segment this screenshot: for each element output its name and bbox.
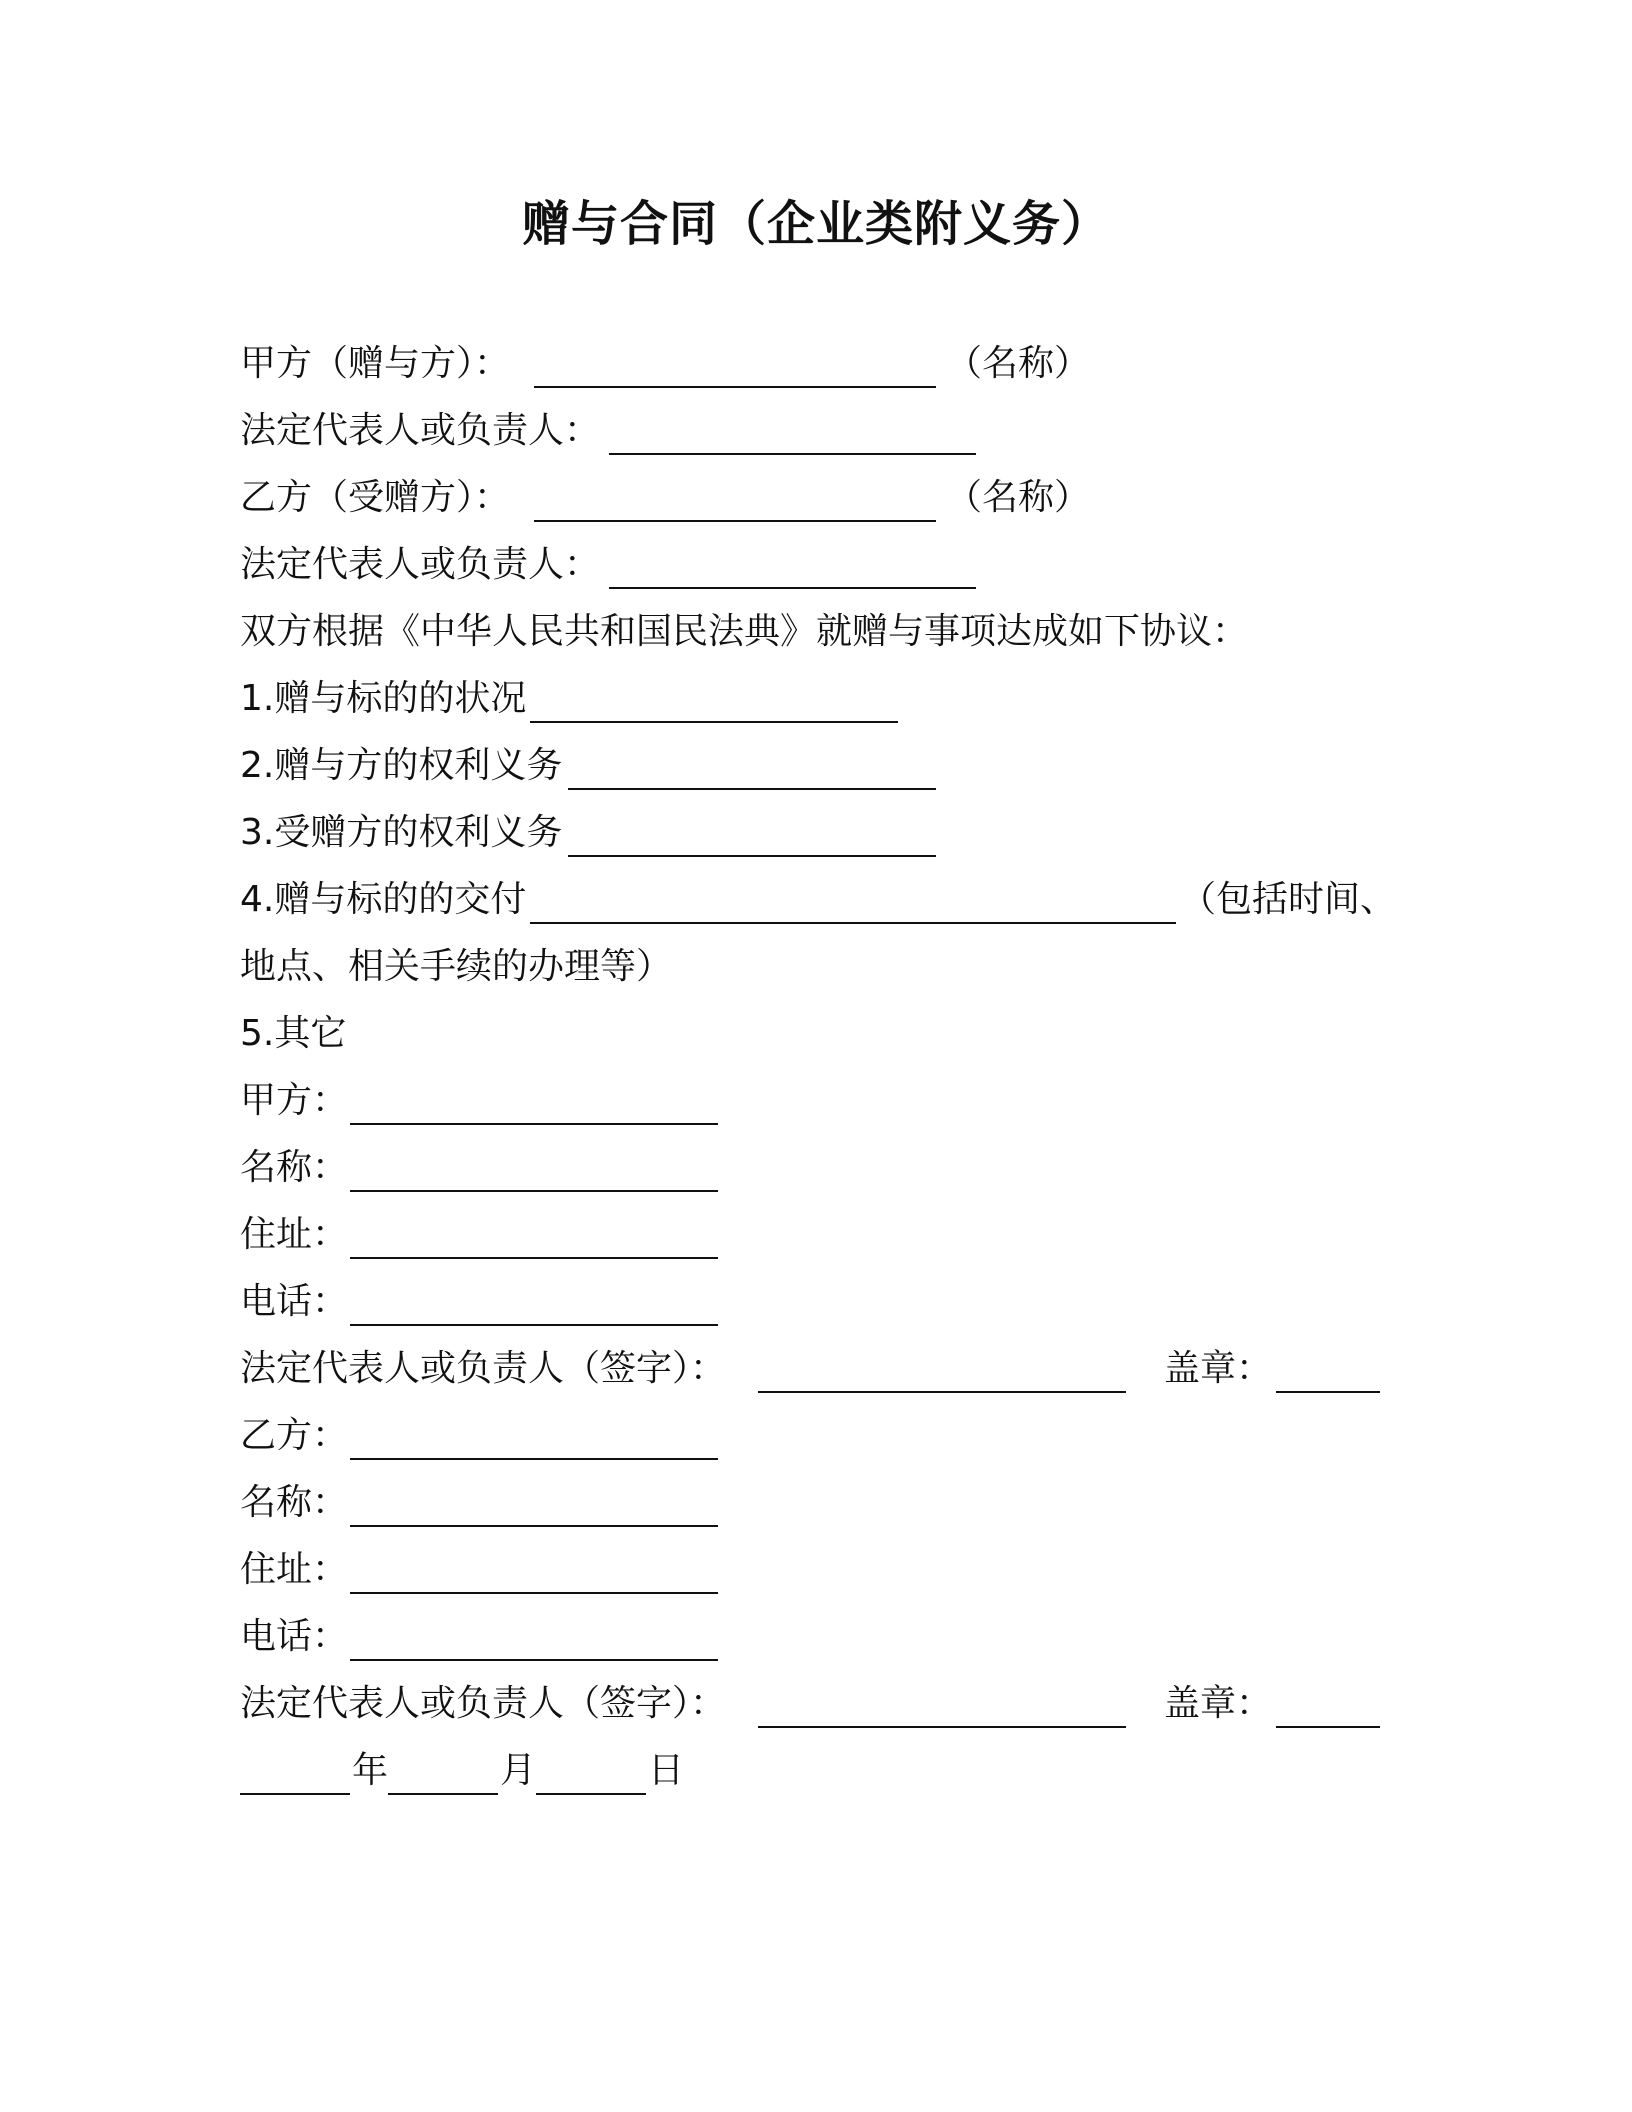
sign-a-party-label: 甲方： [240,1080,349,1121]
sign-b-rep-label: 法定代表人或负责人（签字）： [240,1683,727,1724]
party-b-name-suffix: （名称） [946,477,1091,518]
sign-a-party-blank[interactable] [350,1073,718,1125]
party-a-name-suffix: （名称） [946,343,1091,384]
sign-a-rep-label: 法定代表人或负责人（签字）： [240,1348,727,1389]
date-day-blank[interactable] [536,1743,646,1795]
sign-a-seal-blank[interactable] [1276,1341,1380,1393]
date-day-label: 日 [648,1750,685,1791]
document-title: 赠与合同（企业类附义务） [521,196,1110,252]
sign-a-name-label: 名称： [240,1147,349,1188]
sign-b-seal-label: 盖章： [1164,1683,1273,1724]
sign-b-phone-label: 电话： [240,1616,349,1657]
clause-4-label: 4.赠与标的的交付 [240,879,527,920]
clause-1-label: 1.赠与标的的状况 [240,678,527,719]
party-b-name-blank[interactable] [534,470,936,522]
clause-1-blank[interactable] [530,671,898,723]
clause-5-label: 5.其它 [240,1013,347,1054]
sign-a-name-blank[interactable] [350,1140,718,1192]
sign-b-rep-signature-blank[interactable] [758,1676,1126,1728]
date-row [240,1743,720,1799]
sign-a-address-label: 住址： [240,1214,349,1255]
sign-b-phone-blank[interactable] [350,1609,718,1661]
clause-2-blank[interactable] [568,738,936,790]
sign-b-seal-blank[interactable] [1276,1676,1380,1728]
party-a-legal-rep-blank[interactable] [609,403,976,455]
sign-b-rep-row [240,1676,1380,1732]
clause-2-label: 2.赠与方的权利义务 [240,745,563,786]
clause-4-tail: （包括时间、 [1180,879,1397,920]
clause-4-blank[interactable] [530,872,1176,924]
party-a-name-blank[interactable] [534,336,936,388]
party-b-legal-rep-blank[interactable] [609,537,976,589]
sign-a-phone-blank[interactable] [350,1274,718,1326]
sign-a-address-blank[interactable] [350,1207,718,1259]
intro-text: 双方根据《中华人民共和国民法典》就赠与事项达成如下协议： [240,611,1249,652]
party-a-legal-rep-label: 法定代表人或负责人： [240,410,601,451]
party-b-label: 乙方（受赠方）： [240,477,511,518]
sign-a-rep-signature-blank[interactable] [758,1341,1126,1393]
date-month-label: 月 [500,1750,537,1791]
party-a-label: 甲方（赠与方）： [240,343,511,384]
sign-a-seal-label: 盖章： [1164,1348,1273,1389]
date-month-blank[interactable] [388,1743,498,1795]
sign-b-address-label: 住址： [240,1549,349,1590]
sign-b-address-blank[interactable] [350,1542,718,1594]
sign-b-name-blank[interactable] [350,1475,718,1527]
date-year-blank[interactable] [240,1743,350,1795]
sign-a-phone-label: 电话： [240,1281,349,1322]
clause-3-blank[interactable] [568,805,936,857]
party-b-legal-rep-label: 法定代表人或负责人： [240,544,601,585]
sign-b-party-label: 乙方： [240,1415,349,1456]
sign-b-party-blank[interactable] [350,1408,718,1460]
clause-4-continuation: 地点、相关手续的办理等） [240,946,673,987]
sign-b-name-label: 名称： [240,1482,349,1523]
date-year-label: 年 [352,1750,389,1791]
sign-a-rep-row [240,1341,1380,1397]
clause-3-label: 3.受赠方的权利义务 [240,812,563,853]
